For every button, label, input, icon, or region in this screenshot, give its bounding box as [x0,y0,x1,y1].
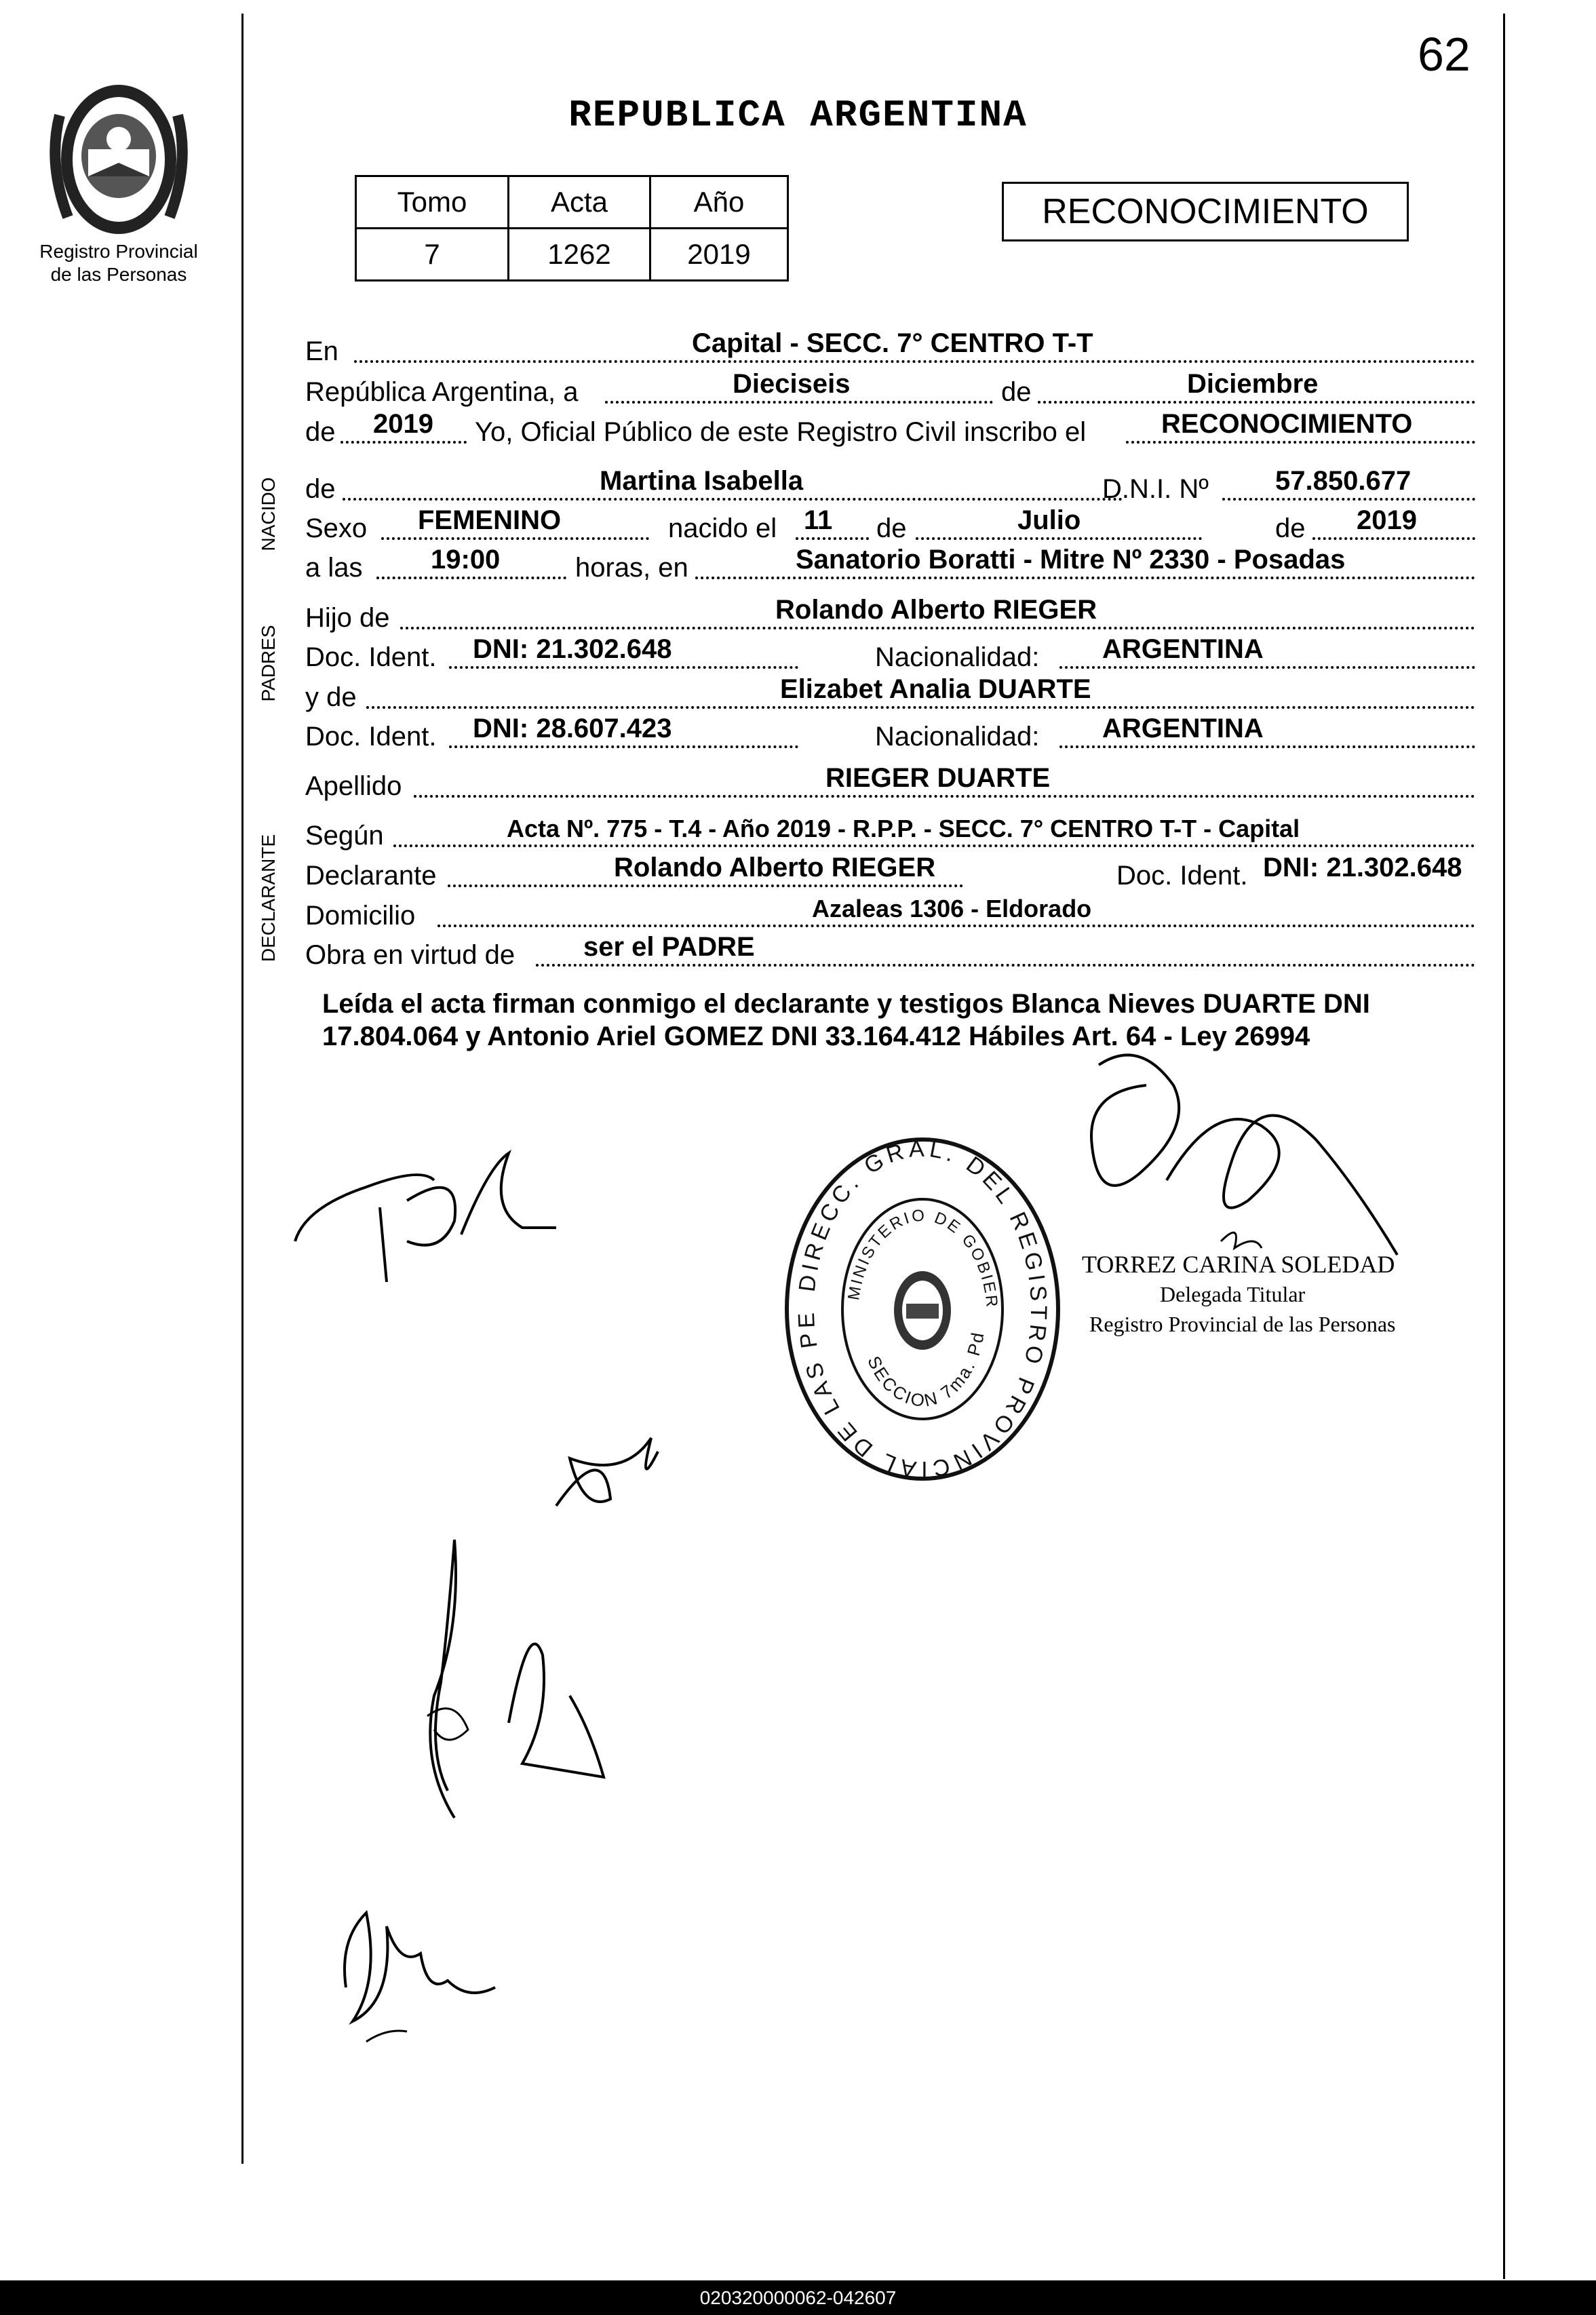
row-hora-lugar [305,543,1475,586]
segun-value: Acta Nº. 775 - T.4 - Año 2019 - R.P.P. - SECC. 7° CENTRO T-T - Capital [507,815,1300,842]
row-segun [305,811,1475,854]
declarante-doc-value: DNI: 21.302.648 [1263,853,1462,882]
obra-dotted-line [536,964,1475,967]
nacido-label: nacido el [668,513,777,543]
declarant-signature [285,1140,597,1289]
footer-barcode-bar: 020320000062-042607 [0,2280,1596,2315]
de3-label: de [305,474,336,504]
side-label-nacido: NACIDO [258,477,279,551]
en-value: Capital - SECC. 7° CENTRO T-T [692,328,1093,358]
officer-signature [1058,1045,1411,1357]
padre-nac-dotted-line [1059,666,1475,669]
declarante-doc-label: Doc. Ident. [1116,861,1248,891]
yde-label: y de [305,682,357,712]
stamp-inner-top-text: MINISTERIO DE GOBIER [844,1206,1001,1310]
horas-label: horas, en [575,553,688,583]
inscribo-dotted-line [1126,441,1475,444]
domicilio-dotted-line [437,925,1475,927]
row-madre-doc [305,712,1475,755]
row-fecha [305,367,1475,410]
reference-table [355,175,789,281]
page-number: 62 [1418,28,1471,81]
officer-role: Delegada Titular [1160,1282,1306,1306]
declarante-value: Rolando Alberto RIEGER [614,853,936,882]
birth-year-value: 2019 [1357,505,1417,535]
madre-nac-value: ARGENTINA [1102,714,1264,743]
domicilio-label: Domicilio [305,901,416,931]
reference-header-row [356,176,788,229]
dni-dotted-line [1222,498,1475,501]
birth-day-value: 11 [804,505,833,535]
alas-label: a las [305,553,363,583]
apellido-label: Apellido [305,771,402,801]
lugar-dotted-line [695,577,1475,579]
row-padre-doc [305,632,1475,676]
row-apellido [305,761,1475,804]
row-inscribo [305,407,1475,450]
nombre-dotted-line [343,498,1123,501]
madre-doc-label: Doc. Ident. [305,722,437,752]
domicilio-value: Azaleas 1306 - Eldorado [812,895,1092,922]
tomo-header: Tomo [356,176,509,229]
logo-caption-line2: de las Personas [50,264,187,285]
row-sexo [305,503,1475,547]
dni-value: 57.850.677 [1275,466,1412,496]
madre-nacionalidad-label: Nacionalidad: [875,722,1040,752]
en-dotted-line [354,360,1475,363]
side-label-declarante: DECLARANTE [258,834,279,962]
birth-month-dotted-line [916,537,1202,540]
birth-month-value: Julio [1017,505,1081,535]
officer-office: Registro Provincial de las Personas [1089,1312,1396,1336]
declarante-label: Declarante [305,861,437,891]
en-label: En [305,336,338,366]
padre-value: Rolando Alberto RIEGER [775,595,1097,625]
anio-value: 2019 [650,229,788,281]
row-madre [305,672,1475,716]
hora-value: 19:00 [431,545,501,575]
side-label-padres: PADRES [258,625,279,702]
left-margin-line [241,14,244,2164]
year-dotted-line [340,441,467,444]
sexo-label: Sexo [305,513,368,543]
row-padre [305,593,1475,636]
right-margin-line [1503,14,1505,2279]
de-label: de [1001,377,1032,407]
madre-dotted-line [366,706,1475,709]
acta-value: 1262 [509,229,650,281]
year-value: 2019 [373,409,433,439]
segun-dotted-line [393,844,1475,847]
stamp-inner-bottom-text: SECCION 7ma. Pd [863,1329,988,1411]
logo-caption-line1: Registro Provincial [39,241,198,262]
madre-doc-value: DNI: 28.607.423 [473,714,672,743]
row-obra [305,930,1475,973]
row-domicilio [305,891,1475,934]
yo-label: Yo, Oficial Público de este Registro Civil inscribo el [475,417,1087,447]
de5-label: de [1275,513,1306,543]
sexo-value: FEMENINO [418,505,562,535]
row-nombre [305,464,1475,507]
sexo-dotted-line [381,537,649,540]
closing-line1: Leída el acta firman conmigo el declarante y testigos Blanca Nieves DUARTE DNI [322,989,1370,1019]
stamp-outer-text: DIRECC. GRAL. DEL REGISTRO PROVINCIAL DE LAS PE [793,1135,1052,1483]
padre-doc-value: DNI: 21.302.648 [473,634,672,664]
official-stamp [773,1133,1072,1485]
obra-value: ser el PADRE [583,932,755,962]
padre-nacionalidad-label: Nacionalidad: [875,642,1040,672]
birth-day-dotted-line [796,537,869,540]
reference-value-row [356,229,788,281]
obra-label: Obra en virtud de [305,940,515,970]
row-declarante [305,851,1475,894]
madre-doc-dotted-line [449,745,798,748]
day-dotted-line [605,401,993,404]
lugar-value: Sanatorio Boratti - Mitre Nº 2330 - Posadas [796,545,1346,575]
day-value: Dieciseis [733,369,851,399]
logo-caption [20,240,217,286]
header-title: REPUBLICA ARGENTINA [568,94,1028,137]
dni-label: D.N.I. Nº [1102,474,1209,504]
padre-nac-value: ARGENTINA [1102,634,1264,664]
padre-doc-dotted-line [449,666,798,669]
officer-name: TORREZ CARINA SOLEDAD [1082,1251,1395,1278]
padre-doc-label: Doc. Ident. [305,642,437,672]
nombre-value: Martina Isabella [600,466,804,496]
republica-label: República Argentina, a [305,377,579,407]
padre-dotted-line [400,627,1475,629]
anio-header: Año [650,176,788,229]
acta-header: Acta [509,176,650,229]
declarante-dotted-line [448,884,963,887]
month-dotted-line [1038,401,1475,404]
closing-line2: 17.804.064 y Antonio Ariel GOMEZ DNI 33.164.412 Hábiles Art. 64 - Ley 26994 [322,1022,1310,1051]
birth-year-dotted-line [1312,537,1475,540]
apellido-dotted-line [414,795,1475,798]
witness-signature-2 [326,1886,515,2062]
row-en [305,326,1475,370]
hora-dotted-line [376,577,566,579]
apellido-value: RIEGER DUARTE [825,763,1051,793]
hijo-label: Hijo de [305,603,390,633]
tomo-value: 7 [356,229,509,281]
witness-signature-1 [366,1411,773,1831]
document-type-box: RECONOCIMIENTO [1002,182,1409,241]
de2-label: de [305,417,336,447]
segun-label: Según [305,821,384,851]
month-value: Diciembre [1187,369,1319,399]
de4-label: de [876,513,907,543]
madre-nac-dotted-line [1059,745,1475,748]
inscribo-value: RECONOCIMIENTO [1161,409,1413,439]
madre-value: Elizabet Analia DUARTE [780,674,1091,704]
closing-statement [322,988,1475,1053]
